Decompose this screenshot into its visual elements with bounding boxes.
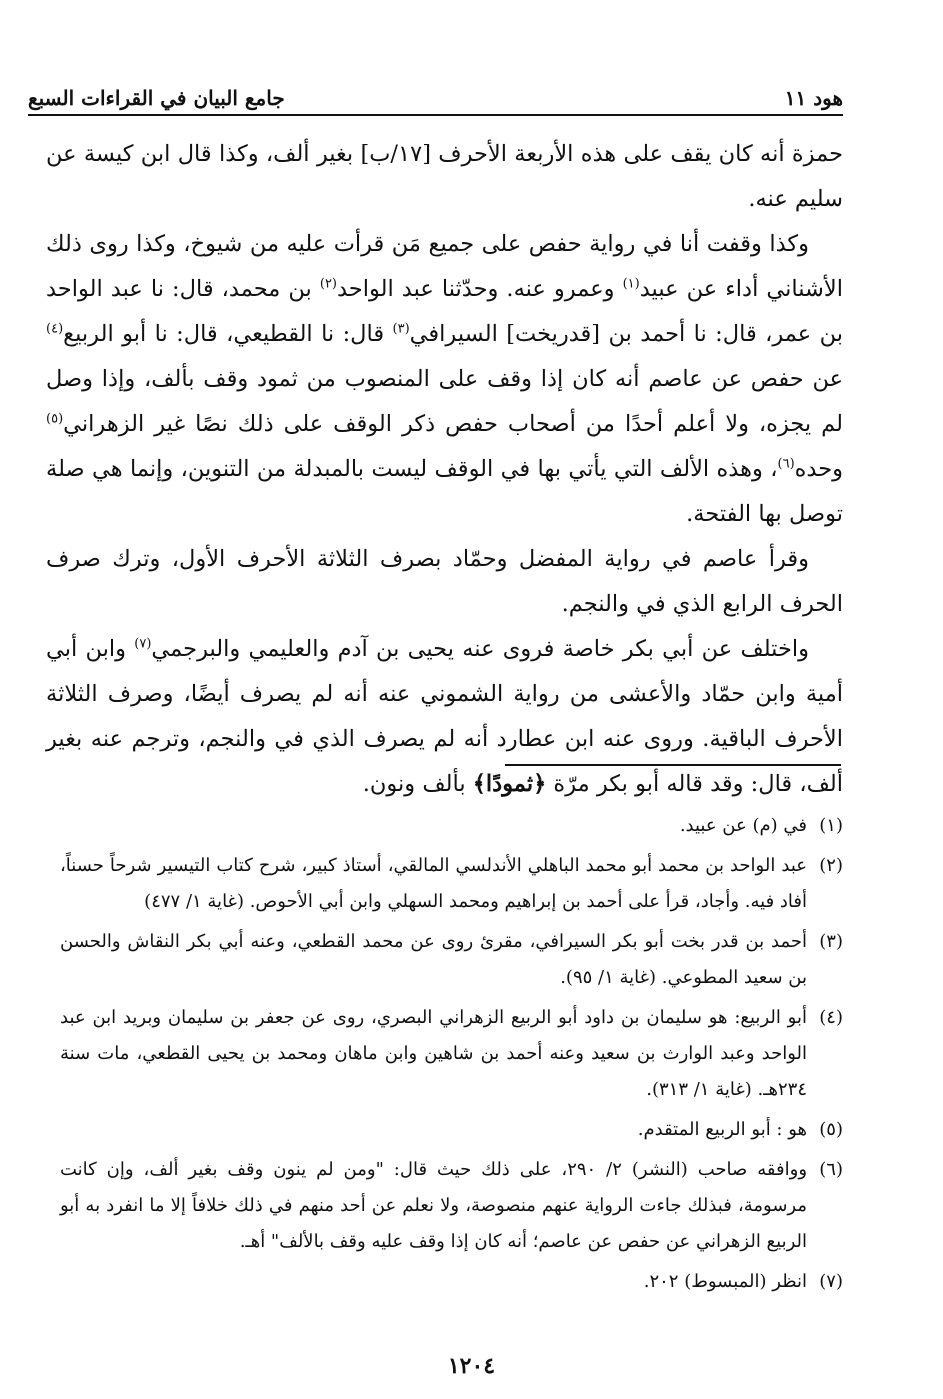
quran-word: ﴿ثمودًا﴾ bbox=[472, 771, 547, 797]
text-run: وعمرو عنه. وحدّثنا عبد الواحد bbox=[337, 276, 623, 302]
footnote bbox=[60, 1264, 843, 1300]
footnote-number: (٦) bbox=[819, 1159, 843, 1180]
text-run: واختلف عن أبي بكر خاصة فروى عنه يحيى بن آدم والعليمي والبرجمي bbox=[151, 636, 809, 662]
footnote-ref: (٥) bbox=[46, 411, 64, 427]
footnote-number: (٥) bbox=[819, 1119, 843, 1140]
text-run: قال: نا القطيعي، قال: نا أبو الربيع bbox=[63, 321, 393, 347]
footnote-number: (٤) bbox=[819, 1007, 843, 1028]
footnote-text: في (م) عن عبيد. bbox=[679, 815, 807, 836]
header-book-title: جامع البيان في القراءات السبع bbox=[28, 86, 285, 110]
text-run: ، وهذه الألف التي يأتي بها في الوقف ليست بالمبدلة من التنوين، وإنما هي صلة توصل بها الفتحة. bbox=[46, 456, 843, 527]
main-text bbox=[46, 132, 843, 807]
footnote-number: (١) bbox=[819, 815, 843, 836]
text-run: بن محمد، قال: نا عبد الواحد بن عمر، قال: نا أحمد بن [قدريخت] السيرافي bbox=[46, 276, 843, 347]
text-run: وقرأ عاصم في رواية المفضل وحمّاد بصرف الثلاثة الأحرف الأول، وترك صرف الحرف الرابع الذي في والنجم. bbox=[46, 546, 843, 617]
footnote-text: أبو الربيع: هو سليمان بن داود أبو الربيع الزهراني البصري، روى عن جعفر بن سليمان وبريد ابن عبد الواحد وعبد الوارث بن سعيد وعنه أحمد بن شاهين وابن ماهان ومحمد بن يحيى القطعي، مات سنة ٢٣٤هـ. (غاية ١/ ٣١٣). bbox=[60, 1007, 807, 1100]
text-run: بألف ونون. bbox=[362, 771, 473, 797]
paragraph bbox=[46, 222, 843, 537]
footnotes bbox=[60, 808, 843, 1304]
footnote bbox=[60, 808, 843, 844]
footnote bbox=[60, 924, 843, 996]
footnote bbox=[60, 1112, 843, 1148]
footnote bbox=[60, 1152, 843, 1260]
footnote-number: (٧) bbox=[819, 1271, 843, 1292]
footnote-ref: (٦) bbox=[777, 456, 795, 472]
text-run: وابن أبي أمية وابن حمّاد والأعشى من رواية الشموني عنه أنه لم يصرف أيضًا، وصرف الثلاثة الأحرف الباقية. وروى عنه ابن عطارد أنه لم يصرف الذي في والنجم، وترجم عنه بغير ألف، قال: وقد قاله أبو بكر مرّة bbox=[46, 636, 843, 797]
text-run: وحده bbox=[794, 456, 844, 482]
paragraph bbox=[46, 132, 843, 222]
footnote-text: عبد الواحد بن محمد أبو محمد الباهلي الأندلسي المالقي، أستاذ كبير، شرح كتاب التيسير شرحاً حسناً، أفاد فيه. وأجاد، قرأ على أحمد بن إبراهيم ومحمد السهلي وابن أبي الأحوص. (غاية ١/ ٤٧٧) bbox=[60, 855, 807, 912]
footnote-separator bbox=[505, 764, 841, 766]
footnote-text: هو : أبو الربيع المتقدم. bbox=[637, 1119, 807, 1140]
footnote-number: (٢) bbox=[819, 855, 843, 876]
page-number: ١٢٠٤ bbox=[447, 1353, 496, 1379]
text-run: حمزة أنه كان يقف على هذه الأربعة الأحرف [١٧/ب] بغير ألف، وكذا قال ابن كيسة عن سليم عنه. bbox=[46, 141, 843, 212]
paragraph bbox=[46, 627, 843, 807]
footnote-ref: (٧) bbox=[134, 636, 152, 652]
footnote bbox=[60, 848, 843, 920]
footnote bbox=[60, 1000, 843, 1108]
paragraph bbox=[46, 537, 843, 627]
text-run: عن حفص عن عاصم أنه كان إذا وقف على المنصوب من ثمود وقف بألف، وإذا وصل لم يجزه، ولا أعلم أحدًا من أصحاب حفص ذكر الوقف على ذلك نصًا غير الزهراني bbox=[46, 366, 843, 437]
footnote-text: أحمد بن قدر بخت أبو بكر السيرافي، مقرئ روى عن محمد القطعي، وعنه أبي بكر النقاش والحسن بن سعيد المطوعي. (غاية ١/ ٩٥). bbox=[60, 931, 807, 988]
running-header bbox=[28, 76, 843, 116]
footnote-ref: (٢) bbox=[319, 276, 337, 292]
text-run: وكذا وقفت أنا في رواية حفص على جميع مَن قرأت عليه من شيوخ، وكذا روى ذلك الأشناني أداء عن عبيد bbox=[46, 231, 843, 302]
footnote-ref: (٣) bbox=[392, 321, 410, 337]
footnote-text: انظر (المبسوط) ٢٠٢. bbox=[643, 1271, 807, 1292]
footnote-ref: (١) bbox=[622, 276, 640, 292]
footnote-ref: (٤) bbox=[46, 321, 64, 337]
footnote-text: ووافقه صاحب (النشر) ٢/ ٢٩٠، على ذلك حيث قال: "ومن لم ينون وقف بغير ألف، وإن كانت مرسومة، فبذلك جاءت الرواية عنهم منصوصة، ولا نعلم عن أحد منهم في ذلك خلافاً إلا ما انفرد به أبو الربيع الزهراني عن حفص عن عاصم؛ أنه كان إذا وقف عليه وقف بالألف" أهـ. bbox=[60, 1159, 808, 1252]
footnote-number: (٣) bbox=[819, 931, 843, 952]
header-surah: هود ١١ bbox=[784, 86, 843, 110]
